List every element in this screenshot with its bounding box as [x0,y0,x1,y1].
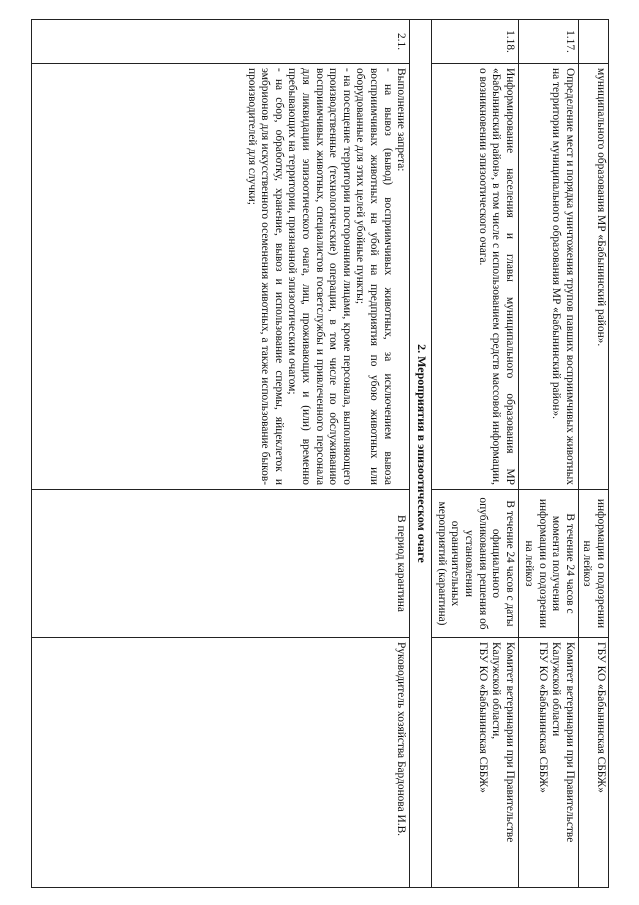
responsible-line: Комитет ветеринарии при Правительстве Калужской области, [490,642,516,843]
responsible-cell [432,638,519,888]
table-row-1-17 [518,20,578,888]
measure-text-cell [32,64,410,490]
table-row-continued [578,20,608,888]
measure-text: Определение мест и порядка уничтожения трупов павших восприимчивых животных на территории муниципального образования МР «Бабынинский район». [518,64,578,490]
responsible-text: ГБУ КО «Бабынинская СББЖ» [578,638,608,888]
table-row-2-1 [32,20,410,888]
measure-text: Информирование населения и главы муниципального образования МР «Бабынинский район», в том числе с использованием средств массовой информации, о возникновении эпизоотического очага. [432,64,519,490]
measure-line: Выполнение запрета: [395,68,408,172]
measure-line: - на посещение территории посторонними лицами, кроме персонала, выполняющего производственные (технологические) операции, в том числе по обслуживанию восприимчивых животных, специалистов госветслужбы и привлеченного персонала для ликвидации эпизоотического очага, лиц, проживающих и (или) временно пребывающих на территории, признанной эпизоотическим очагом; [286,68,353,485]
deadline-text: В течение 24 часов с момента получения информации о подозрении на лейкоз [518,490,578,638]
action-plan-table [31,19,609,888]
deadline-text: информации о подозрении на лейкоз [578,490,608,638]
measure-text: муниципального образования МР «Бабынинский район». [578,64,608,490]
row-number: 1.18. [432,20,519,64]
section-title: 2. Мероприятия в эпизоотическом очаге [410,20,432,888]
deadline-text: В период карантина [32,490,410,638]
table-row-1-18 [432,20,519,888]
responsible-cell [518,638,578,888]
responsible-text: Руководитель хозяйства Бардонова И.В. [32,638,410,888]
rotated-document-sheet [31,19,609,887]
row-number [578,20,608,64]
responsible-line: ГБУ КО «Бабынинская СББЖ» [476,642,489,793]
measure-line: - на вывоз (вывод) восприимчивых животных, за исключением вывоза восприимчивых животных на убой на предприятия по убою животных или оборудованные для этих целей убойные пункты; [354,68,394,485]
section-header-row [410,20,432,888]
row-number: 2.1. [32,20,410,64]
row-number: 1.17. [518,20,578,64]
deadline-text: В течение 24 часов с даты официального опубликования решения об установлении ограничительных мероприятий (карантина) [432,490,519,638]
responsible-line: Комитет ветеринарии при Правительстве Калужской области [550,642,576,843]
responsible-line: ГБУ КО «Бабынинская СББЖ» [536,642,549,793]
measure-line: - на сбор, обработку, хранение, вывоз и использование спермы, яйцеклеток и эмбрионов для искусственного осеменения животных, а также использование быков-производителей для случки; [245,68,285,485]
